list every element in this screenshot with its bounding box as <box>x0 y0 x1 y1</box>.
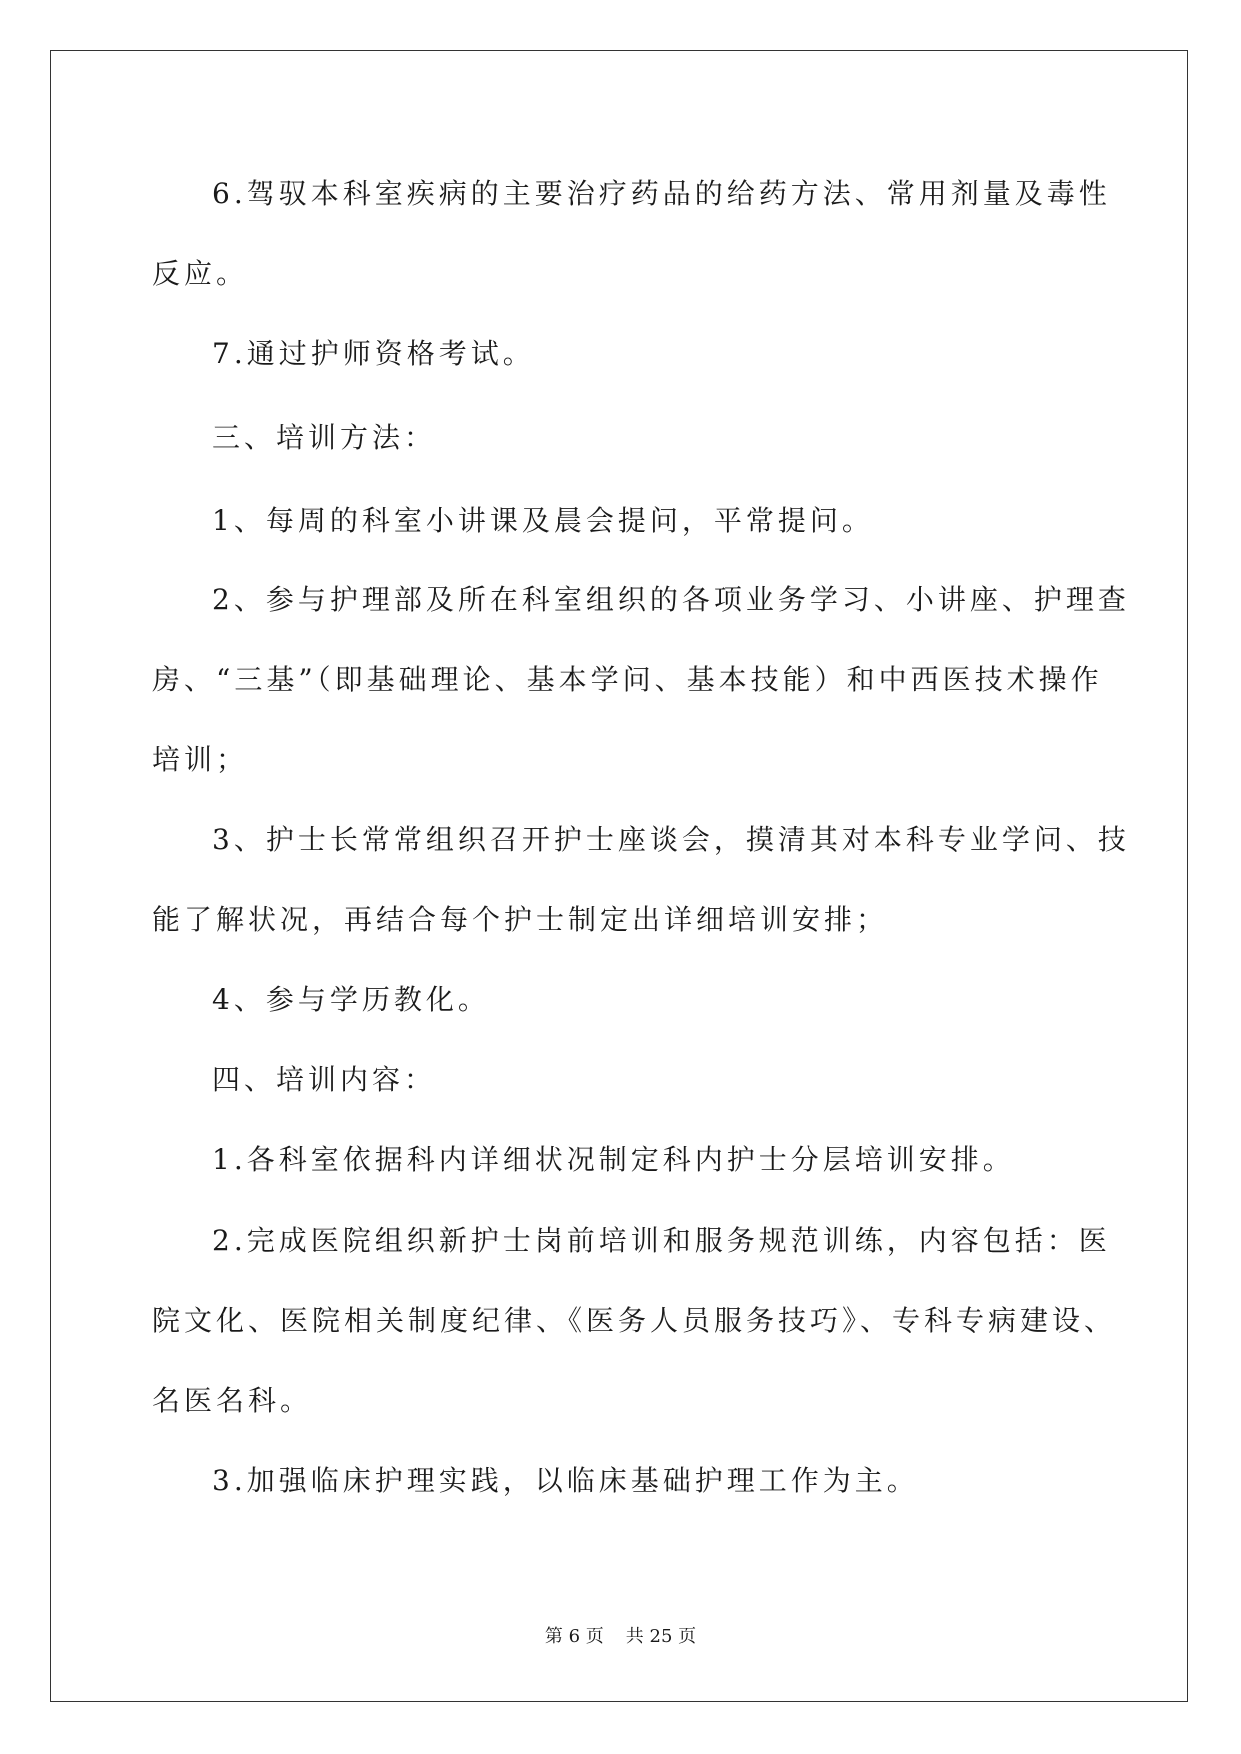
total-pages: 共 25 页 <box>625 1626 697 1647</box>
page-border <box>50 50 1188 1702</box>
text-line: 名医名科。 <box>152 1384 313 1417</box>
text-line: 2、参与护理部及所在科室组织的各项业务学习、小讲座、护理查 <box>212 583 1130 616</box>
text-line: 房、“三基”（即基础理论、基本学问、基本技能）和中西医技术操作 <box>152 663 1103 696</box>
text-line: 院文化、医院相关制度纪律、《医务人员服务技巧》、专科专病建设、 <box>152 1304 1117 1337</box>
text-line: 1.各科室依据科内详细状况制定科内护士分层培训安排。 <box>212 1143 1015 1176</box>
section-heading: 三、培训方法： <box>212 421 437 454</box>
text-line: 3.加强临床护理实践，以临床基础护理工作为主。 <box>212 1464 919 1497</box>
section-heading: 四、培训内容： <box>212 1063 437 1096</box>
text-line: 7.通过护师资格考试。 <box>212 337 535 370</box>
page-footer <box>0 1622 1241 1648</box>
text-line: 6.驾驭本科室疾病的主要治疗药品的给药方法、常用剂量及毒性 <box>212 177 1111 210</box>
text-line: 能了解状况，再结合每个护士制定出详细培训安排； <box>152 903 889 936</box>
text-line: 反应。 <box>152 257 249 290</box>
text-line: 3、护士长常常组织召开护士座谈会，摸清其对本科专业学问、技 <box>212 823 1130 856</box>
text-line: 4、参与学历教化。 <box>212 983 490 1016</box>
text-line: 1、每周的科室小讲课及晨会提问，平常提问。 <box>212 504 874 537</box>
text-line: 2.完成医院组织新护士岗前培训和服务规范训练，内容包括：医 <box>212 1224 1111 1257</box>
page-number: 第 6 页 <box>544 1626 604 1647</box>
text-line: 培训； <box>152 743 249 776</box>
